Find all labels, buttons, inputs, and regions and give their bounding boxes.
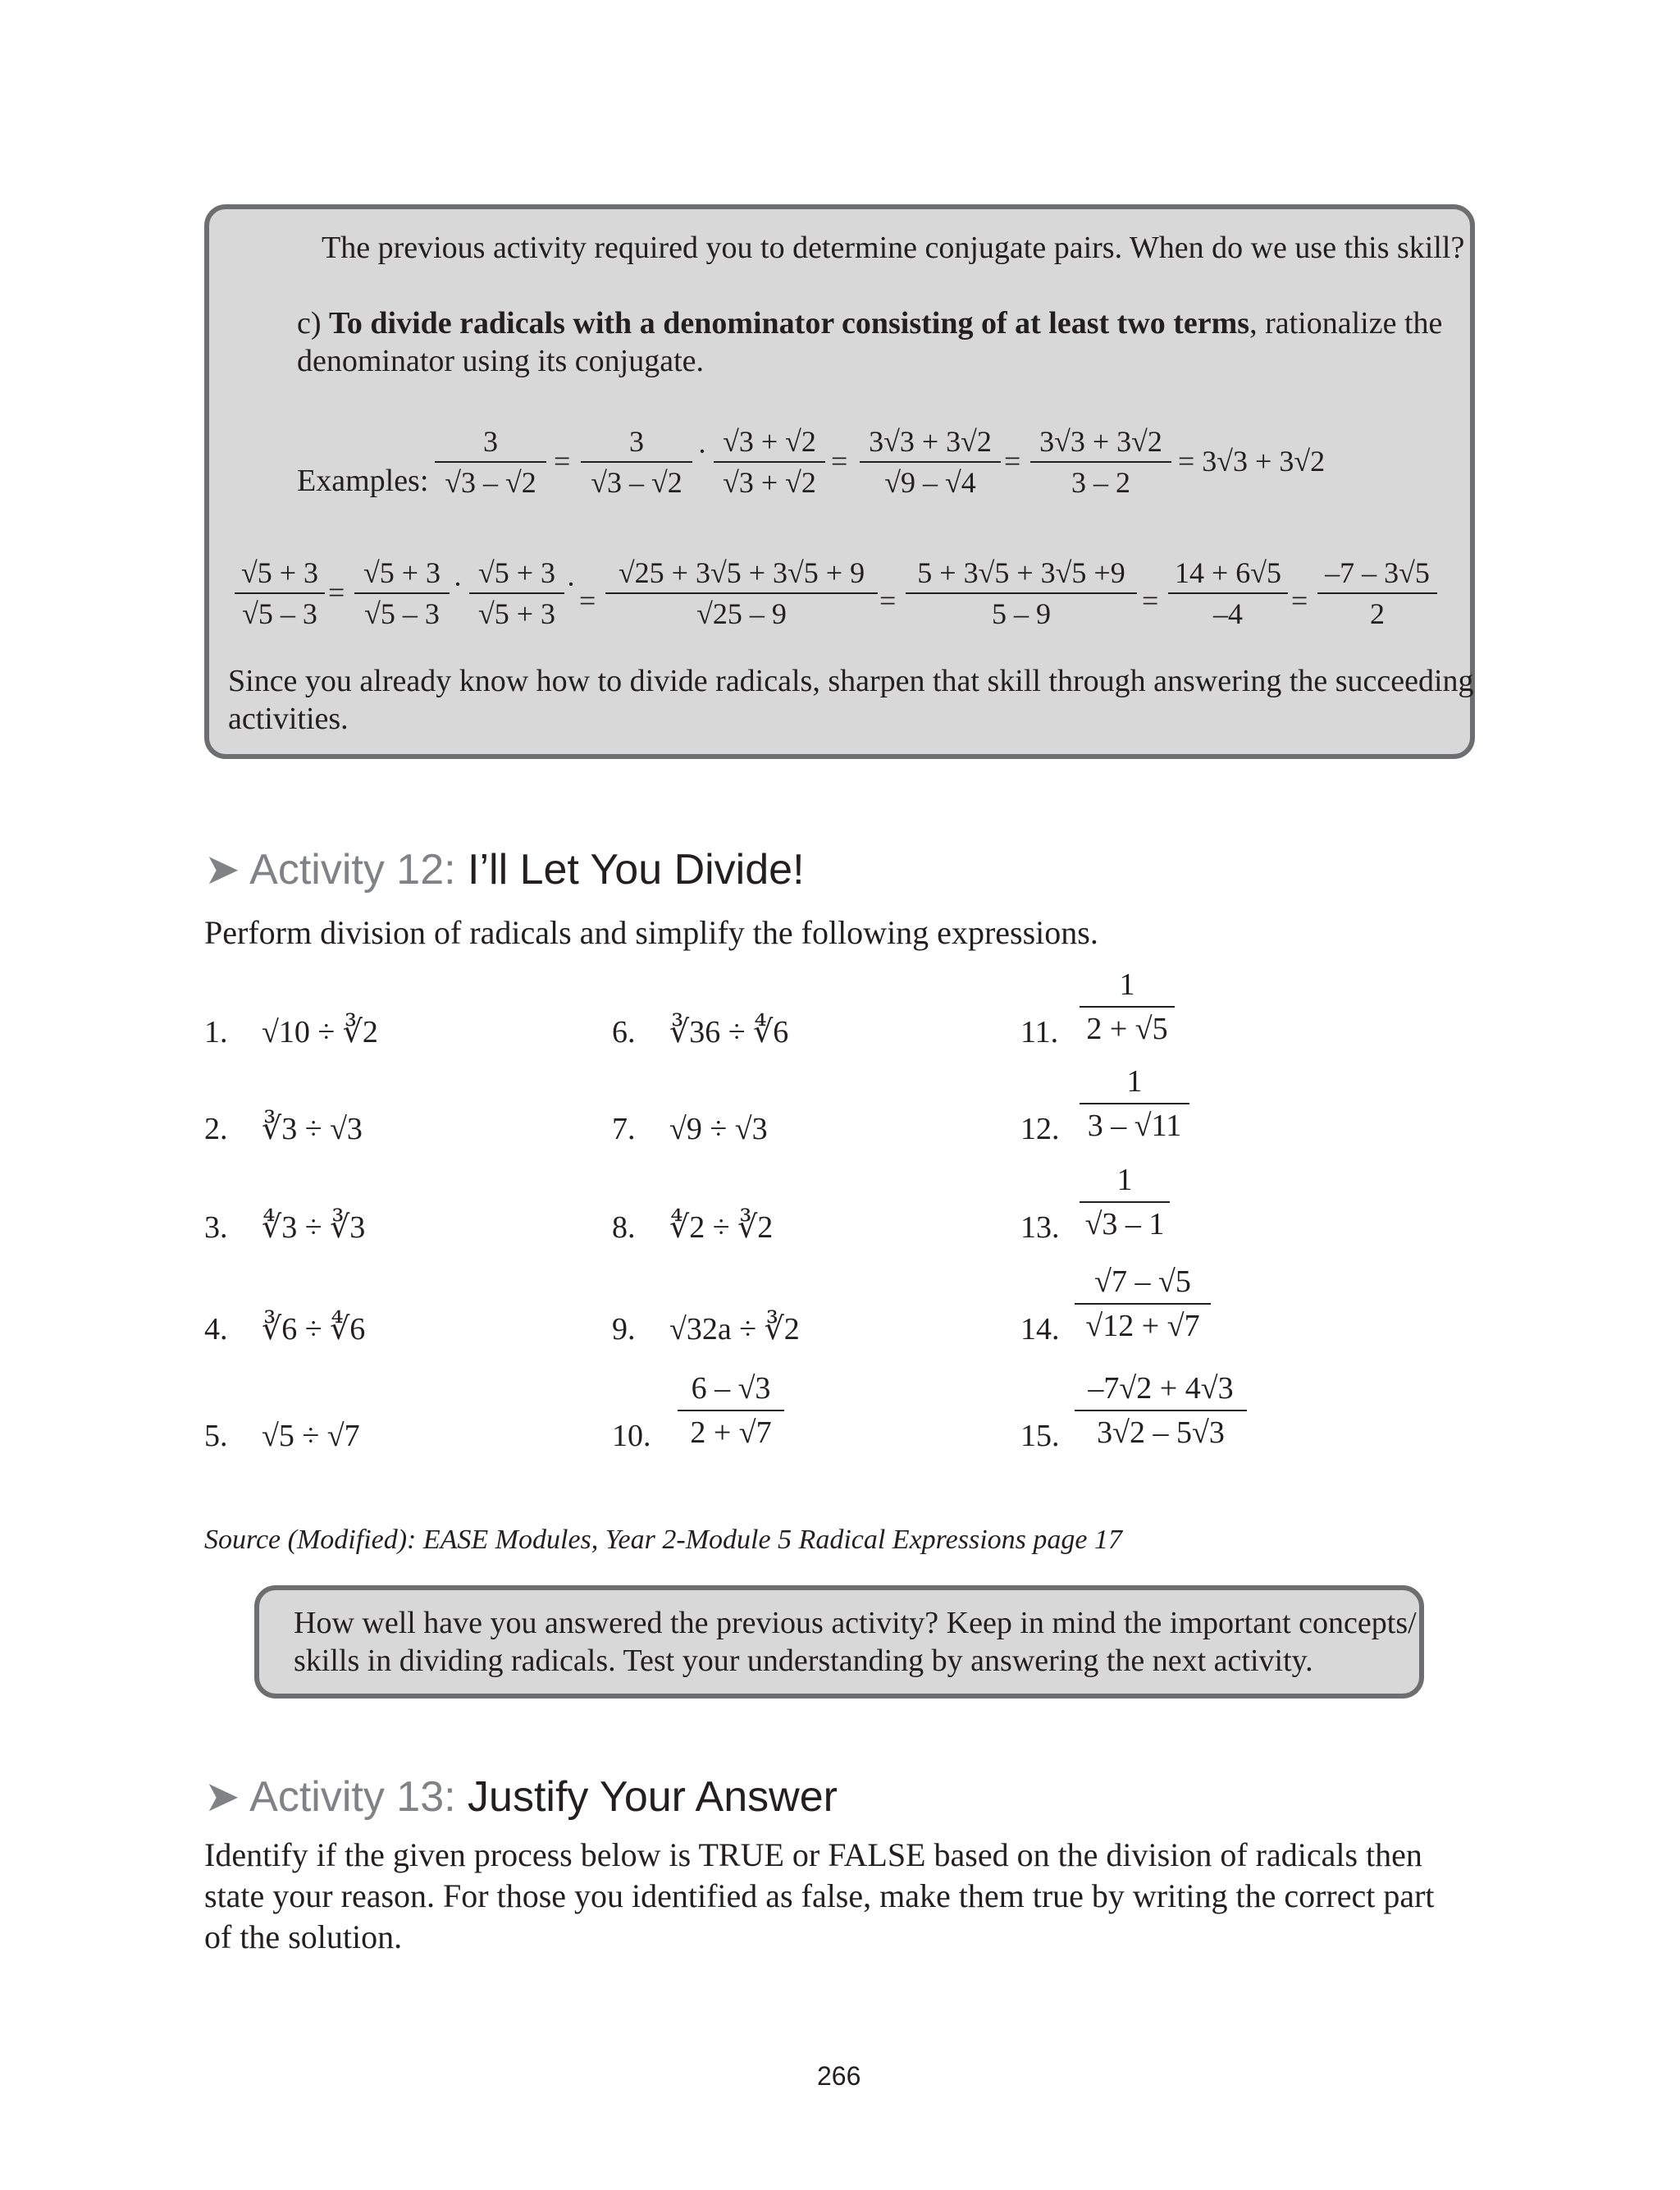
activity-13-line-3: of the solution. [204,1918,403,1955]
problem-3: 3. ∜3 ÷ ∛3 [204,1210,366,1245]
ex2-frac-6: 14 + 6√5 –4 [1168,556,1288,630]
activity-12-instruction: Perform division of radicals and simplify the following expressions. [204,914,1098,951]
problem-11-number: 11. [1020,1015,1059,1049]
arrow-icon: ➤ [204,846,240,894]
problem-14-number: 14. [1020,1312,1060,1346]
ex1-frac-2: 3 √3 – √2 [581,425,692,499]
arrow-icon: ➤ [204,1773,240,1821]
ex2-dot-2: · [566,568,576,601]
examples-label: Examples: [297,464,429,498]
reflection-line-1: How well have you answered the previous activity? Keep in mind the important concepts/ [294,1606,1417,1640]
problem-7: 7. √9 ÷ √3 [612,1112,768,1146]
ex2-eq-4: = [1142,584,1159,617]
problem-13-number: 13. [1020,1210,1060,1245]
activity-12-source: Source (Modified): EASE Modules, Year 2-Module 5 Radical Expressions page 17 [204,1525,1122,1555]
point-rest-1: , rationalize the [1249,306,1443,341]
problem-12-fraction: 1 3 – √11 [1080,1063,1189,1144]
reflection-line-2: skills in dividing radicals. Test your understanding by answering the next activity. [294,1644,1313,1678]
activity-13-line-1: Identify if the given process below is TRUE or FALSE based on the division of radicals then [204,1836,1422,1873]
problem-6: 6. ∛36 ÷ ∜6 [612,1015,789,1049]
problem-15-fraction: –7√2 + 4√3 3√2 – 5√3 [1075,1370,1247,1451]
ex2-frac-2: √5 + 3 √5 – 3 [354,556,450,630]
ex2-eq-5: = [1291,584,1308,617]
box1-intro: The previous activity required you to determine conjugate pairs. When do we use this skill? [322,231,1465,265]
activity-12-title: I’ll Let You Divide! [468,846,805,894]
ex1-frac-1: 3 √3 – √2 [435,425,546,499]
ex2-frac-1: √5 + 3 √5 – 3 [235,556,325,630]
problem-15-number: 15. [1020,1419,1060,1453]
ex1-eq-3: = [1004,445,1021,478]
ex2-eq-2: = [579,584,596,617]
box1-point-line2: denominator using its conjugate. [297,344,705,378]
ex1-eq-2: = [831,445,848,478]
activity-12-heading [204,845,805,894]
activity-13-heading [204,1772,838,1822]
ex1-frac-4: 3√3 + 3√2 √9 – √4 [860,425,1001,499]
point-bold: To divide radicals with a denominator consisting of at least two terms [329,306,1250,341]
problem-10-number: 10. [612,1419,651,1453]
problem-2: 2. ∛3 ÷ √3 [204,1112,363,1146]
box1-closing-1: Since you already know how to divide radicals, sharpen that skill through answering the succeeding [228,664,1474,698]
activity-13-title: Justify Your Answer [468,1773,838,1821]
problem-8: 8. ∜2 ÷ ∛2 [612,1210,774,1245]
ex1-result: = 3√3 + 3√2 [1178,445,1326,478]
box1-closing-2: activities. [228,702,349,736]
ex1-frac-3: √3 + √2 √3 + √2 [714,425,825,499]
ex1-frac-5: 3√3 + 3√2 3 – 2 [1030,425,1171,499]
ex2-eq-3: = [879,584,897,617]
problem-14-fraction: √7 – √5 √12 + √7 [1075,1264,1211,1344]
ex1-dot: · [697,435,707,468]
ex2-eq-1: = [328,576,345,609]
ex1-eq-1: = [554,445,571,478]
box1-point-line1 [297,304,1442,343]
activity-12-label: Activity 12: [249,846,456,894]
problem-1: 1. √10 ÷ ∛2 [204,1015,378,1049]
activity-13-line-2: state your reason. For those you identified as false, make them true by writing the correct part [204,1877,1435,1914]
activity-13-label: Activity 13: [249,1773,456,1821]
ex2-frac-5: 5 + 3√5 + 3√5 +9 5 – 9 [906,556,1137,630]
page-number: 266 [817,2061,861,2091]
problem-13-fraction: 1 √3 – 1 [1080,1162,1170,1242]
problem-4: 4. ∛6 ÷ ∜6 [204,1312,366,1346]
problem-11-fraction: 1 2 + √5 [1080,967,1175,1047]
problem-5: 5. √5 ÷ √7 [204,1419,360,1453]
ex2-dot-1: · [453,568,463,601]
ex2-frac-4: √25 + 3√5 + 3√5 + 9 √25 – 9 [605,556,878,630]
problem-12-number: 12. [1020,1112,1060,1146]
problem-10-fraction: 6 – √3 2 + √7 [678,1370,784,1451]
ex2-frac-7: –7 – 3√5 2 [1317,556,1437,630]
problem-9: 9. √32a ÷ ∛2 [612,1312,800,1346]
ex2-frac-3: √5 + 3 √5 + 3 [469,556,564,630]
point-prefix: c) [297,306,330,341]
